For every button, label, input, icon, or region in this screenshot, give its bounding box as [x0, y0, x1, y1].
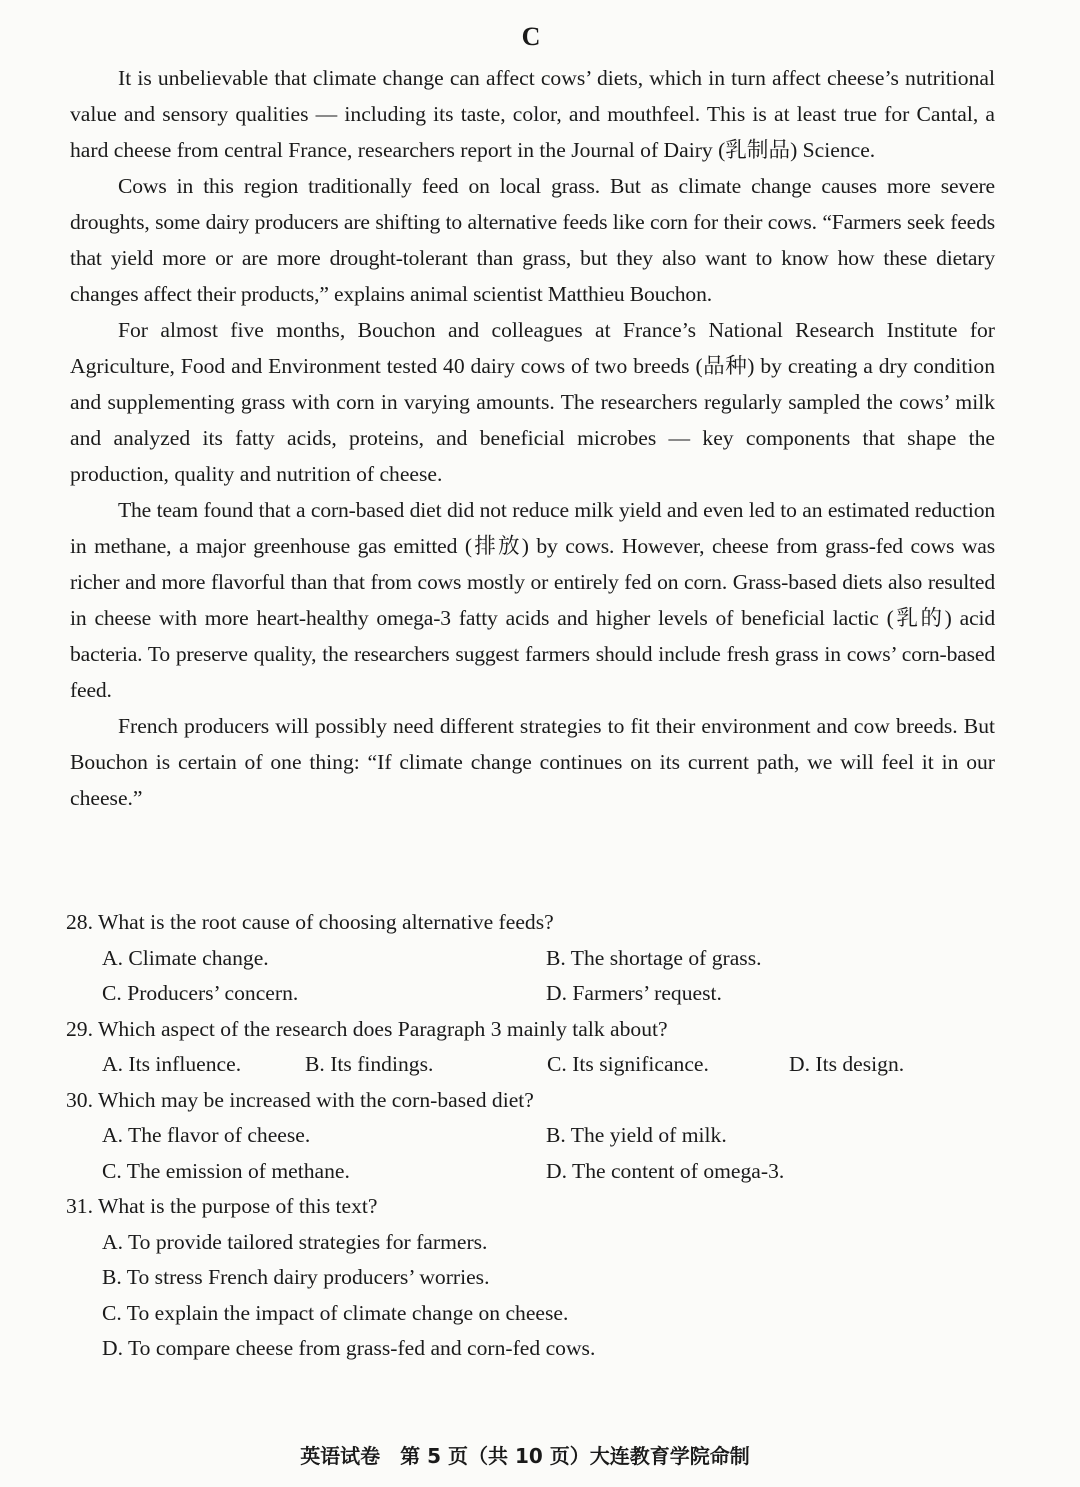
- option-row: [66, 1047, 996, 1083]
- question-list: [66, 905, 996, 1367]
- paragraph-5: French producers will possibly need different strategies to fit their environment and cow breeds. But Bouchon is certain of one thing: “If climate change continues on its current path, we will feel it in our cheese.”: [70, 714, 995, 810]
- option-b: B. The shortage of grass.: [546, 945, 762, 970]
- option-a: A. The flavor of cheese.: [102, 1123, 311, 1147]
- paragraph-1: It is unbelievable that climate change can affect cows’ diets, which in turn affect cheese’s nutritional value and sensory qualities — including its taste, color, and mouthfeel. This is at least true for Cantal, a hard cheese from central France, researchers report in the Journal of Dairy (乳制品) Science.: [70, 66, 995, 162]
- option-c: C. Its significance.: [547, 1052, 709, 1076]
- option-d: D. To compare cheese from grass-fed and corn-fed cows.: [102, 1336, 596, 1360]
- question-29: [66, 1012, 996, 1083]
- option-d: D. Farmers’ request.: [546, 981, 722, 1005]
- question-stem: 28. What is the root cause of choosing alternative feeds?: [66, 910, 554, 934]
- option-b: B. Its findings.: [305, 1052, 434, 1076]
- option-grid: [66, 1118, 996, 1189]
- question-stem: 30. Which may be increased with the corn-based diet?: [66, 1087, 534, 1112]
- option-c: C. To explain the impact of climate change on cheese.: [102, 1300, 569, 1325]
- page-footer: 英语试卷 第 5 页（共 10 页）大连教育学院命制: [300, 1444, 750, 1468]
- question-stem: 29. Which aspect of the research does Paragraph 3 mainly talk about?: [66, 1016, 668, 1041]
- option-grid: [66, 941, 996, 1012]
- option-b: B. To stress French dairy producers’ worries.: [102, 1265, 490, 1289]
- option-c: C. Producers’ concern.: [102, 981, 299, 1005]
- option-d: D. The content of omega-3.: [546, 1158, 785, 1183]
- paragraph-2: Cows in this region traditionally feed on local grass. But as climate change causes more severe droughts, some dairy producers are shifting to alternative feeds like corn for their cows. “Farmers seek feeds that yield more or are more drought-tolerant than grass, but they also want to know how these dietary changes affect their products,” explains animal scientist Matthieu Bouchon.: [70, 174, 995, 306]
- question-31: [66, 1189, 996, 1367]
- question-30: [66, 1083, 996, 1190]
- option-a: A. Its influence.: [102, 1052, 242, 1076]
- option-b: B. The yield of milk.: [546, 1123, 727, 1147]
- section-letter: C: [521, 22, 541, 51]
- option-list: [66, 1225, 996, 1367]
- option-d: D. Its design.: [789, 1052, 905, 1076]
- option-c: C. The emission of methane.: [102, 1158, 350, 1183]
- question-28: [66, 905, 996, 1012]
- paragraph-3: For almost five months, Bouchon and colleagues at France’s National Research Institute for Agriculture, Food and Environment tested 40 dairy cows of two breeds (品种) by creating a dry condition and supplementing grass with corn in varying amounts. The researchers regularly sampled the cows’ milk and analyzed its fatty acids, proteins, and beneficial microbes — key components that shape the production, quality and nutrition of cheese.: [70, 318, 995, 486]
- reading-passage: [70, 60, 995, 816]
- question-stem: 31. What is the purpose of this text?: [66, 1194, 378, 1218]
- option-a: A. To provide tailored strategies for farmers.: [102, 1229, 488, 1254]
- option-a: A. Climate change.: [102, 945, 269, 970]
- paragraph-4: The team found that a corn-based diet did not reduce milk yield and even led to an estimated reduction in methane, a major greenhouse gas emitted (排放) by cows. However, cheese from grass-fed cows was richer and more flavorful than that from cows mostly or entirely fed on corn. Grass-based diets also resulted in cheese with more heart-healthy omega-3 fatty acids and higher levels of beneficial lactic (乳的) acid bacteria. To preserve quality, the researchers suggest farmers should include fresh grass in cows’ corn-based feed.: [70, 498, 995, 702]
